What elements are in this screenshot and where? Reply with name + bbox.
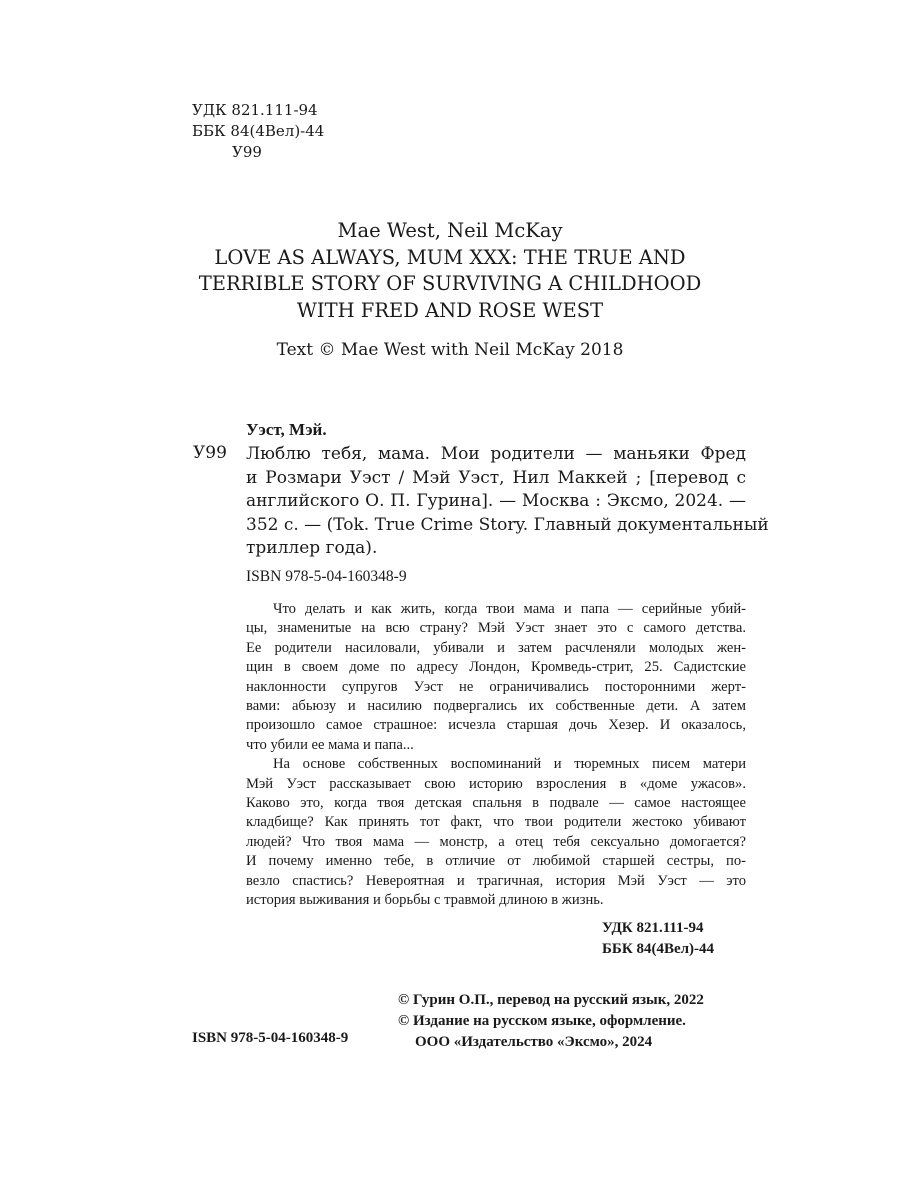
annotation-line: вами: абьюзу и насилию подвергались их собственные дети. А затем [246, 698, 746, 715]
catalog-description [246, 443, 769, 561]
rights-block [398, 990, 704, 1053]
annotation-line: история выживания и борьбы с травмой длиною в жизнь. [246, 892, 604, 909]
annotation-line: На основе собственных воспоминаний и тюремных писем матери [273, 756, 746, 773]
udk-code: УДК 821.111-94 [602, 920, 704, 936]
annotation-line: Что делать и как жить, когда твои мама и папа — серийные убий- [273, 601, 746, 617]
annotation [246, 600, 746, 911]
catalog-author: Уэст, Мэй. [246, 420, 327, 439]
annotation-line: Ее родители насиловали, убивали и затем расчленяли молодых жен- [246, 639, 746, 656]
catalog-isbn: ISBN 978-5-04-160348-9 [246, 568, 407, 585]
author-mark: У99 [232, 143, 262, 161]
original-copyright: Text © Mae West with Neil McKay 2018 [276, 340, 624, 360]
annotation-line: кладбище? Как принять тот факт, что твои родители жестоко убивают [246, 814, 746, 831]
annotation-line: везло спастись? Невероятная и трагичная, история Мэй Уэст — это [246, 872, 746, 889]
publisher-copyright: ООО «Издательство «Эксмо», 2024 [415, 1034, 653, 1050]
udk-block-top [192, 100, 324, 163]
udk-block-bottom [602, 918, 714, 960]
isbn-bottom: ISBN 978-5-04-160348-9 [192, 1030, 349, 1046]
annotation-line: Мэй Уэст рассказывает свою историю взросления в «доме ужасов». [246, 775, 746, 792]
annotation-line: людей? Что твоя мама — монстр, а отец тебя сексуально домогается? [246, 833, 746, 850]
original-edition-info [160, 218, 740, 324]
description-line: триллер года). [246, 538, 378, 558]
original-title-line: TERRIBLE STORY OF SURVIVING A CHILDHOOD [198, 272, 702, 295]
description-line: Люблю тебя, мама. Мои родители — маньяки Фред [246, 444, 746, 464]
annotation-line: цы, знаменитые на всю страну? Мэй Уэст знает это с самого детства. [246, 620, 746, 637]
annotation-line: наклонности супругов Уэст не ограничивались посторонними жерт- [246, 678, 746, 695]
translation-copyright: © Гурин О.П., перевод на русский язык, 2022 [398, 992, 704, 1008]
annotation-line: Каково это, когда твоя детская спальня в подвале — самое настоящее [246, 795, 746, 812]
original-title-line: LOVE AS ALWAYS, MUM XXX: THE TRUE AND [214, 245, 686, 269]
edition-copyright: © Издание на русском языке, оформление. [398, 1013, 686, 1029]
description-line: 352 с. — (Tok. True Crime Story. Главный документальный [246, 514, 769, 535]
annotation-line: И почему именно тебе, в отличие от любимой старшей сестры, по- [246, 853, 746, 870]
original-authors: Mae West, Neil McKay [337, 219, 563, 242]
annotation-line: что убили ее мама и папа... [246, 736, 414, 753]
description-line: английского О. П. Гурина]. — Москва : Эксмо, 2024. — [246, 491, 746, 511]
annotation-line: щин в своем доме по адресу Лондон, Кромведь-стрит, 25. Садистские [246, 659, 746, 676]
bbk-code: ББК 84(4Вел)-44 [192, 122, 325, 140]
bbk-code: ББК 84(4Вел)-44 [602, 941, 715, 957]
description-line: и Розмари Уэст / Мэй Уэст, Нил Маккей ; [перевод с [246, 467, 746, 488]
udk-code: УДК 821.111-94 [192, 101, 318, 119]
annotation-line: произошло самое страшное: исчезла старшая дочь Хезер. И оказалось, [246, 717, 746, 734]
original-title-line: WITH FRED AND ROSE WEST [296, 298, 604, 322]
catalog-code: У99 [193, 443, 227, 463]
